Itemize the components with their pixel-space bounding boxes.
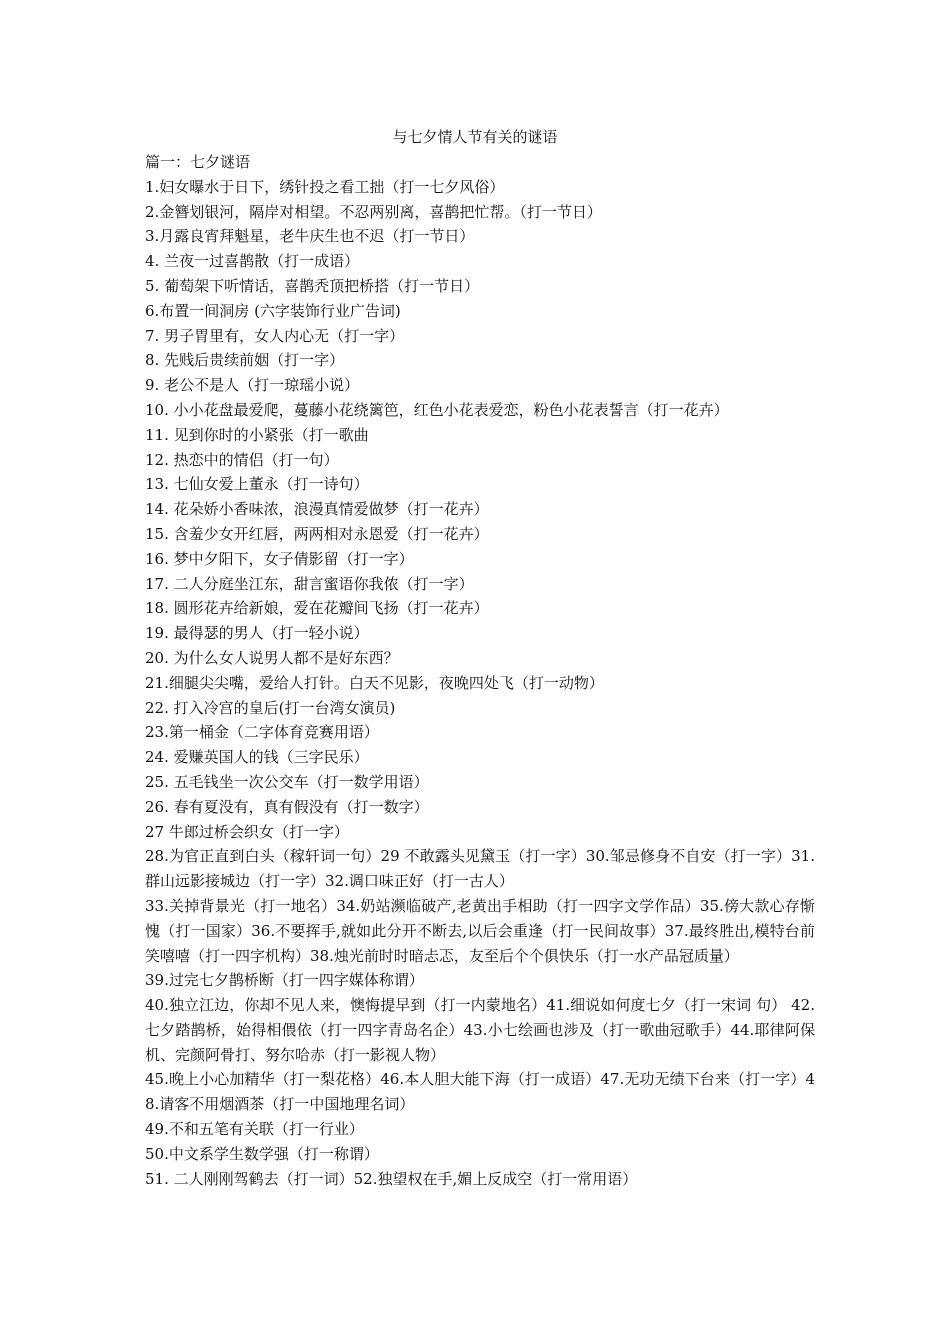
riddle-line: 27 牛郎过桥会织女（打一字）: [145, 822, 349, 841]
riddle-paragraph: 40.独立江边，你却不见人来，懊悔提早到（打一内蒙地名）41.细说如何度七夕（打一宋词 句） 42.七夕踏鹊桥，始得相偎依（打一四字青岛名企）43.小七绘画也涉及（打一歌曲冠歌手）44.耶律阿保机、完颜阿骨打、努尔哈赤（打一影视人物）: [145, 996, 815, 1064]
section-heading: 篇一：七夕谜语: [145, 153, 251, 171]
document-body: [145, 150, 815, 1191]
riddle-line: 13. 七仙女爱上董永（打一诗句）: [145, 475, 369, 494]
riddle-paragraph: 49.不和五笔有关联（打一行业）: [145, 1120, 364, 1139]
riddle-paragraph: 39.过完七夕鹊桥断（打一四字媒体称谓）: [145, 971, 424, 990]
riddle-line: 5. 葡萄架下听情话，喜鹊秃顶把桥搭（打一节日）: [145, 276, 480, 295]
riddle-paragraph: 51. 二人刚刚驾鹤去（打一词）52.独望权在手,媚上反成空（打一常用语）: [145, 1169, 638, 1188]
riddle-line: 17. 二人分庭坐江东，甜言蜜语你我侬（打一字）: [145, 574, 474, 593]
riddle-line: 16. 梦中夕阳下，女子倩影留（打一字）: [145, 549, 414, 568]
riddle-line: 3.月露良宵拜魁星，老牛庆生也不迟（打一节日）: [145, 227, 475, 246]
riddle-line: 21.细腿尖尖嘴，爱给人打针。白天不见影，夜晚四处飞（打一动物）: [145, 673, 604, 692]
riddle-line: 1.妇女曝水于日下，绣针投之看工拙（打一七夕风俗）: [145, 177, 505, 196]
riddle-line: 18. 圆形花卉给新娘，爱在花瓣间飞扬（打一花卉）: [145, 599, 489, 618]
riddle-line: 25. 五毛钱坐一次公交车（打一数学用语）: [145, 772, 429, 791]
riddle-line: 6.布置一间洞房 (六字装饰行业广告词): [145, 301, 401, 320]
riddle-line: 20. 为什么女人说男人都不是好东西？: [145, 648, 399, 667]
riddle-line: 8. 先贱后贵续前姻（打一字）: [145, 351, 345, 370]
riddle-paragraph: 28.为官正直到白头（稼轩词一句）29 不敢露头见黛玉（打一字）30.邹忌修身不自安（打一字）31.群山远影接城边（打一字）32.调口味正好（打一古人）: [145, 847, 815, 891]
riddle-line: 11. 见到你时的小紧张（打一歌曲: [145, 425, 369, 444]
riddle-line: 26. 春有夏没有，真有假没有（打一数字）: [145, 797, 429, 816]
riddle-line: 15. 含羞少女开红唇，两两相对永恩爱（打一花卉）: [145, 524, 489, 543]
riddle-line: 14. 花朵娇小香味浓，浪漫真情爱做梦（打一花卉）: [145, 500, 489, 519]
riddle-paragraph: 45.晚上小心加精华（打一梨花格）46.本人胆大能下海（打一成语）47.无功无绩下台来（打一字）48.请客不用烟酒茶（打一中国地理名词）: [145, 1070, 815, 1114]
riddle-line: 22. 打入冷宫的皇后(打一台湾女演员): [145, 698, 396, 717]
riddle-paragraph: 50.中文系学生数学强（打一称谓）: [145, 1144, 379, 1163]
riddle-line: 9. 老公不是人（打一琼瑶小说）: [145, 376, 360, 395]
riddle-line: 24. 爱赚英国人的钱（三字民乐）: [145, 748, 369, 767]
riddle-line: 4. 兰夜一过喜鹊散（打一成语）: [145, 252, 360, 271]
riddle-line: 23.第一桶金（二字体育竞赛用语）: [145, 723, 379, 742]
riddle-paragraph: 33.关掉背景光（打一地名）34.奶站濒临破产,老黄出手相助（打一四字文学作品）35.傍大款心存惭愧（打一国家）36.不要挥手,就如此分开不断去,以后会重逢（打一民间故事）37.最终胜出,模特台前笑嘻嘻（打一四字机构）38.烛光前时时暗忐忑，友至后个个俱快乐（打一水产品冠质量）: [145, 896, 815, 965]
document-title: 与七夕情人节有关的谜语: [392, 128, 558, 146]
riddle-line: 12. 热恋中的情侣（打一句）: [145, 450, 339, 469]
riddle-line: 7. 男子胃里有，女人内心无（打一字）: [145, 326, 405, 345]
riddle-line: 2.金簪划银河，隔岸对相望。不忍两别离，喜鹊把忙帮。（打一节日）: [145, 202, 602, 221]
riddle-line: 10. 小小花盘最爱爬，蔓藤小花绕篱笆，红色小花表爱恋，粉色小花表誓言（打一花卉）: [145, 400, 729, 419]
riddle-line: 19. 最得瑟的男人（打一轻小说）: [145, 624, 369, 643]
